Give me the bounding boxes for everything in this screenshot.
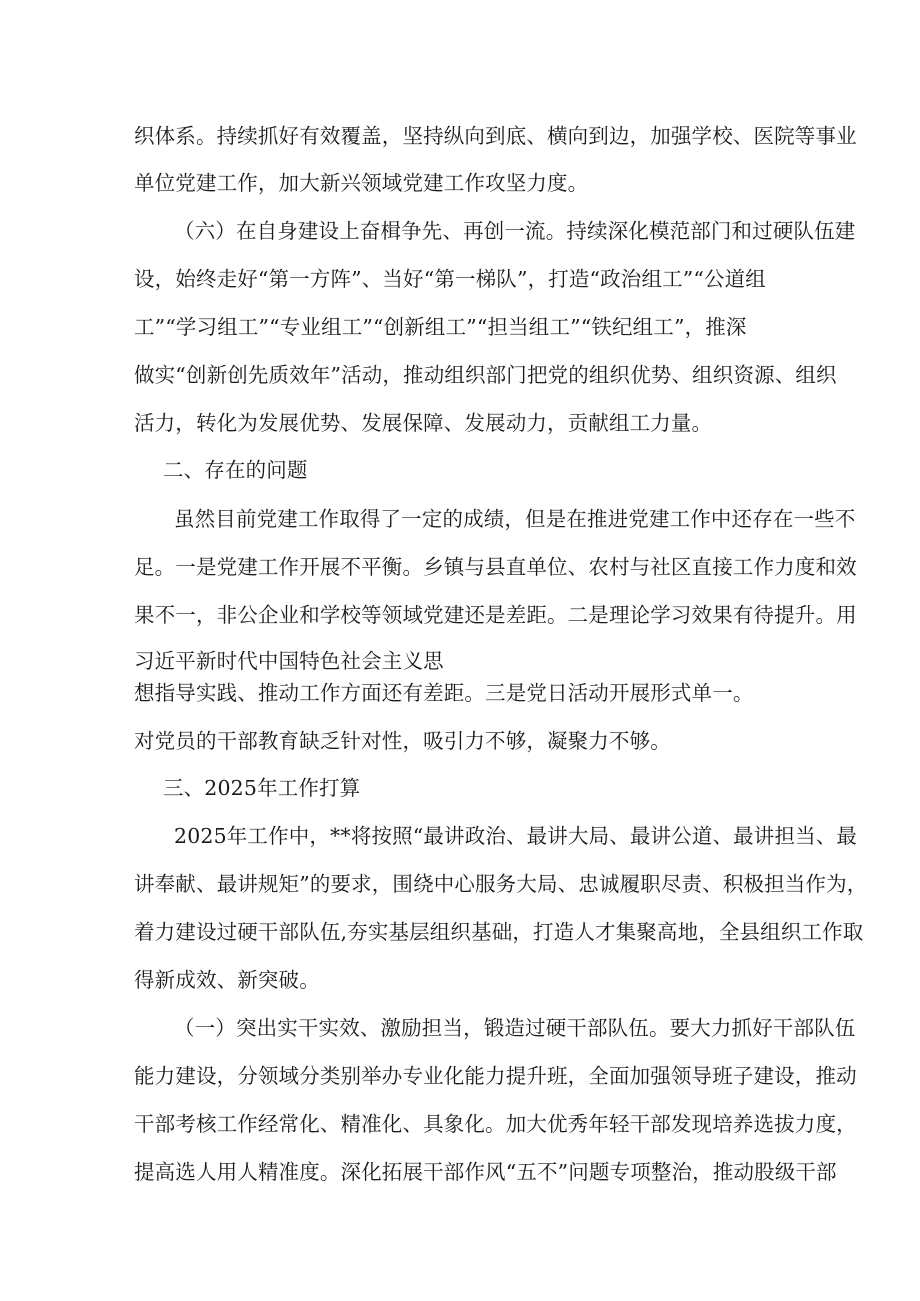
body-text-line: 单位党建工作，加大新兴领域党建工作攻坚力度。 — [134, 171, 589, 195]
body-text-line: 想指导实践、推动工作方面还有差距。三是党日活动开展形式单一。 — [134, 681, 754, 705]
body-text-line: 能力建设，分领域分类别举办专业化能力提升班，全面加强领导班子建设，推动 — [134, 1064, 857, 1088]
body-text-line: 提高选人用人精准度。深化拓展干部作风“五不”问题专项整治，推动股级干部 — [134, 1160, 837, 1184]
body-text-line: 讲奉献、最讲规矩”的要求，围绕中心服务大局、忠诚履职尽责、积极担当作为， — [134, 872, 868, 896]
body-text-line: 着力建设过硬干部队伍,夯实基层组织基础，打造人才集聚高地，全县组织工作取 — [134, 920, 864, 944]
body-text-line: 设，始终走好“第一方阵”、当好“第一梯队”，打造“政治组工”“公道组 — [134, 267, 766, 291]
body-text-line: 织体系。持续抓好有效覆盖，坚持纵向到底、横向到边，加强学校、医院等事业 — [134, 124, 857, 148]
body-text-line: 做实“创新创先质效年”活动，推动组织部门把党的组织优势、组织资源、组织 — [134, 363, 837, 387]
body-text-line: 2025年工作中，**将按照“最讲政治、最讲大局、最讲公道、最讲担当、最 — [174, 824, 858, 848]
body-text-line: 虽然目前党建工作取得了一定的成绩，但是在推进党建工作中还存在一些不 — [174, 507, 856, 531]
body-text-line: 得新成效、新突破。 — [134, 968, 320, 992]
heading-plans: 三、2025年工作打算 — [163, 776, 361, 800]
body-text-line: 足。一是党建工作开展不平衡。乡镇与县直单位、农村与社区直接工作力度和效 — [134, 555, 857, 579]
body-text-line: 工”“学习组工”“专业组工”“创新组工”“担当组工”“铁纪组工”，推深 — [134, 315, 747, 339]
heading-problems: 二、存在的问题 — [163, 458, 308, 482]
body-text-line: 活力，转化为发展优势、发展保障、发展动力，贡献组工力量。 — [134, 411, 713, 435]
body-text-line: 干部考核工作经常化、精准化、具象化。加大优秀年轻干部发现培养选拔力度， — [134, 1112, 857, 1136]
body-text-line: 果不一，非公企业和学校等领域党建还是差距。二是理论学习效果有待提升。用 — [134, 603, 857, 627]
body-text-line: 对党员的干部教育缺乏针对性，吸引力不够，凝聚力不够。 — [134, 729, 671, 753]
section-heading-6: （六）在自身建设上奋楫争先、再创一流。持续深化模范部门和过硬队伍建 — [174, 219, 856, 243]
section-heading-1: （一）突出实干实效、激励担当，锻造过硬干部队伍。要大力抓好干部队伍 — [174, 1016, 856, 1040]
body-text-line: 习近平新时代中国特色社会主义思 — [134, 649, 444, 673]
